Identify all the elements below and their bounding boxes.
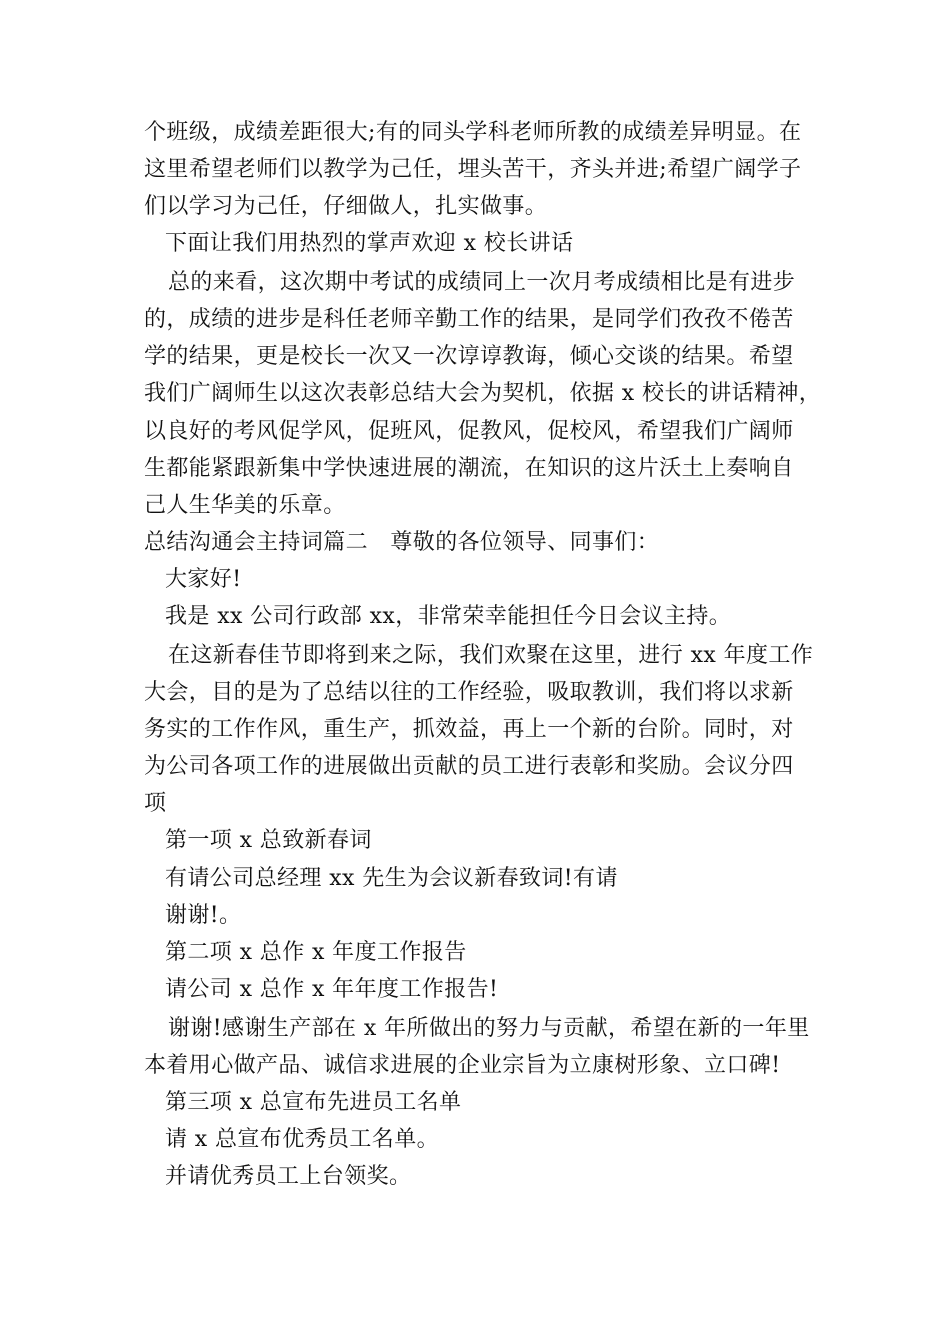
text-line: 并请优秀员工上台领奖。	[165, 1164, 412, 1189]
text-line: 生都能紧跟新集中学快速进展的潮流，在知识的这片沃土上奏响自	[144, 456, 794, 481]
text-line: 为公司各项工作的进展做出贡献的员工进行表彰和奖励。会议分四	[144, 754, 794, 779]
text-line: 下面让我们用热烈的掌声欢迎 x 校长讲话	[165, 231, 574, 256]
text-line: 项	[144, 791, 167, 816]
text-line: 请公司 x 总作 x 年年度工作报告!	[165, 977, 499, 1002]
text-line: 我是 xx 公司行政部 xx，非常荣幸能担任今日会议主持。	[165, 604, 732, 629]
text-line: 己人生华美的乐章。	[144, 493, 346, 518]
text-line: 谢谢!。	[165, 903, 242, 928]
text-line: 以良好的考风促学风，促班风，促教风，促校风，希望我们广阔师	[144, 419, 794, 444]
text-line: 本着用心做产品、诚信求进展的企业宗旨为立康树形象、立口碑!	[144, 1053, 781, 1078]
text-line: 这里希望老师们以教学为己任，埋头苦干，齐头并进;希望广阔学子	[144, 157, 802, 182]
text-line: 请 x 总宣布优秀员工名单。	[165, 1127, 439, 1152]
text-line: 第三项 x 总宣布先进员工名单	[165, 1090, 462, 1115]
text-line: 第二项 x 总作 x 年度工作报告	[165, 940, 467, 965]
text-line: 务实的工作作风，重生产，抓效益，再上一个新的台阶。同时，对	[144, 717, 794, 742]
text-line: 个班级，成绩差距很大;有的同头学科老师所教的成绩差异明显。在	[144, 120, 802, 145]
text-line: 学的结果，更是校长一次又一次谆谆教诲，倾心交谈的结果。希望	[144, 344, 794, 369]
text-line: 总的来看，这次期中考试的成绩同上一次月考成绩相比是有进步	[168, 270, 796, 295]
text-line: 有请公司总经理 xx 先生为会议新春致词!有请	[165, 866, 618, 891]
text-line: 大家好!	[165, 567, 242, 592]
text-line: 的，成绩的进步是科任老师辛勤工作的结果，是同学们孜孜不倦苦	[144, 307, 794, 332]
text-line: 第一项 x 总致新春词	[165, 828, 372, 853]
text-line: 我们广阔师生以这次表彰总结大会为契机，依据 x 校长的讲话精神，	[144, 381, 822, 406]
section-heading: 总结沟通会主持词篇二 尊敬的各位领导、同事们：	[144, 530, 660, 555]
text-line: 们以学习为己任，仔细做人，扎实做事。	[144, 194, 548, 219]
text-line: 谢谢!感谢生产部在 x 年所做出的努力与贡献，希望在新的一年里	[168, 1016, 810, 1041]
text-line: 大会，目的是为了总结以往的工作经验，吸取教训，我们将以求新	[144, 680, 794, 705]
text-line: 在这新春佳节即将到来之际，我们欢聚在这里，进行 xx 年度工作	[168, 643, 814, 668]
